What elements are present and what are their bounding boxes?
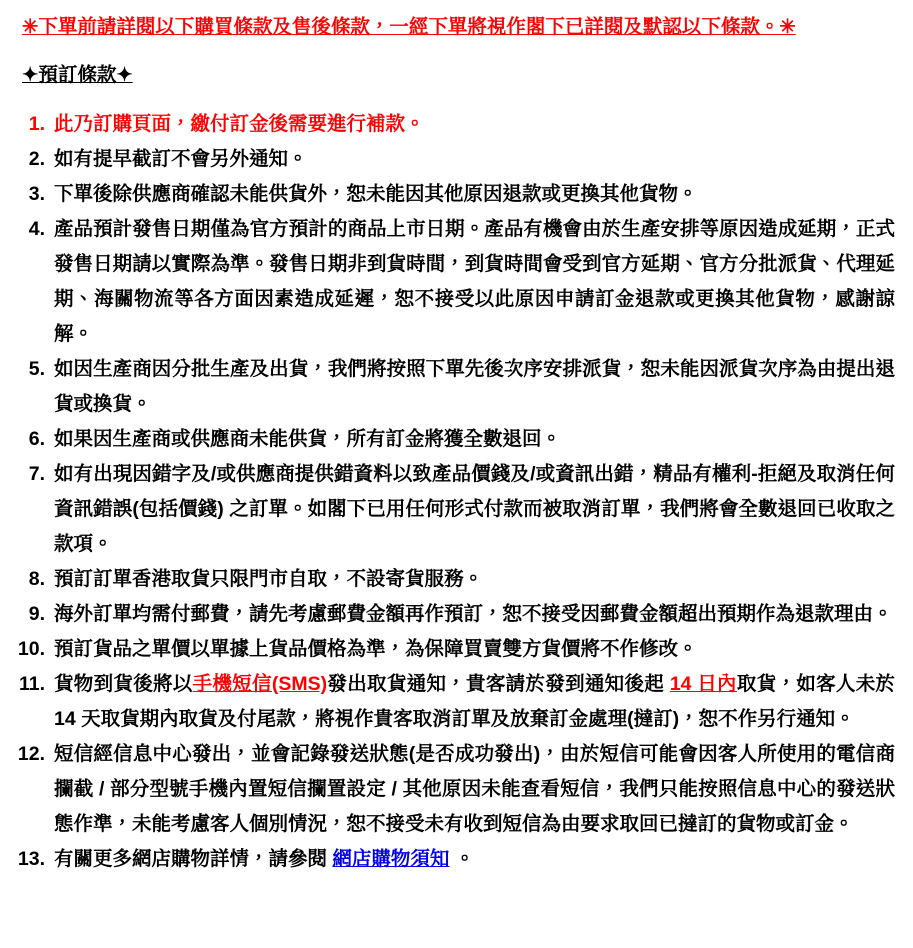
term-text-segment: 取貨，如客人未於 14 天取貨期內取貨及付尾款，將視作貴客取消訂單及放棄訂金處理(撻訂)，恕不作另行通知。	[54, 673, 895, 730]
term-text	[54, 422, 895, 457]
term-number: 6.	[28, 428, 45, 450]
term-text-segment: 貨物到貨後將以	[54, 673, 193, 695]
term-number: 13.	[17, 848, 45, 870]
term-number: 4.	[28, 218, 45, 240]
term-number: 2.	[28, 148, 45, 170]
term-text	[54, 457, 895, 562]
term-text-segment: 如有出現因錯字及/或供應商提供錯資料以致產品價錢及/或資訊出錯，精品有權利-拒絕及取消任何資訊錯誤(包括價錢) 之訂單。如閣下已用任何形式付款而被取消訂單，我們將會全數退回已收取之款項。	[54, 463, 895, 555]
term-number: 9.	[28, 603, 45, 625]
term-item	[8, 352, 895, 422]
term-item	[8, 632, 895, 667]
term-text-segment: 發出取貨通知，貴客請於發到通知後起	[327, 673, 670, 695]
term-text-segment: 。	[449, 848, 475, 870]
shop-guide-link[interactable]: 網店購物須知	[332, 848, 450, 870]
terms-list	[8, 107, 895, 877]
term-text	[54, 597, 895, 632]
term-item	[8, 142, 895, 177]
highlighted-red-underline-text: 手機短信(SMS)	[192, 673, 328, 695]
term-number: 5.	[28, 358, 45, 380]
term-item	[8, 562, 895, 597]
term-text	[54, 352, 895, 422]
term-item	[8, 212, 895, 352]
term-text	[54, 667, 895, 737]
term-text-segment: 海外訂單均需付郵費，請先考慮郵費金額再作預訂，恕不接受因郵費金額超出預期作為退款理由。	[54, 603, 893, 625]
highlighted-red-underline-text: 14 日內	[669, 673, 737, 695]
term-item	[8, 177, 895, 212]
term-text-segment: 產品預計發售日期僅為官方預計的商品上市日期。產品有機會由於生產安排等原因造成延期，正式發售日期請以實際為準。發售日期非到貨時間，到貨時間會受到官方延期、官方分批派貨、代理延期、海關物流等各方面因素造成延遲，恕不接受以此原因申請訂金退款或更換其他貨物，感謝諒解。	[54, 218, 895, 345]
term-item	[8, 842, 895, 877]
term-item	[8, 667, 895, 737]
term-text-segment: 預訂貨品之單價以單據上貨品價格為準，為保障買賣雙方貨價將不作修改。	[54, 638, 698, 660]
term-text	[54, 737, 895, 842]
term-text-segment: 預訂訂單香港取貨只限門市自取，不設寄貨服務。	[54, 568, 484, 590]
pre-order-warning-banner: ✳下單前請詳閱以下購買條款及售後條款，一經下單將視作閣下已詳閱及默認以下條款。✳	[22, 16, 796, 38]
section-title-preorder-terms	[8, 58, 895, 93]
term-text-segment: 如因生產商因分批生產及出貨，我們將按照下單先後次序安排派貨，恕未能因派貨次序為由提出退貨或換貨。	[54, 358, 895, 415]
term-item	[8, 737, 895, 842]
term-text	[54, 107, 895, 142]
term-text	[54, 562, 895, 597]
term-number: 12.	[17, 743, 45, 765]
highlighted-red-text: 此乃訂購頁面，繳付訂金後需要進行補款。	[54, 113, 425, 135]
term-number: 11.	[18, 673, 45, 695]
term-number: 8.	[28, 568, 45, 590]
term-text	[54, 177, 895, 212]
term-text	[54, 842, 895, 877]
term-item	[8, 422, 895, 457]
term-text-segment: 如果因生產商或供應商未能供貨，所有訂金將獲全數退回。	[54, 428, 562, 450]
term-number: 10.	[17, 638, 45, 660]
term-item	[8, 107, 895, 142]
term-number: 7.	[28, 463, 45, 485]
term-item	[8, 457, 895, 562]
term-number: 3.	[28, 183, 45, 205]
section-title-text: ✦預訂條款✦	[22, 64, 133, 86]
term-item	[8, 597, 895, 632]
term-text-segment: 短信經信息中心發出，並會記錄發送狀態(是否成功發出)，由於短信可能會因客人所使用的電信商攔截 / 部分型號手機內置短信攔置設定 / 其他原因未能查看短信，我們只能按照信息中心的發送狀態作準，未能考慮客人個別情況，恕不接受未有收到短信為由要求取回已撻訂的貨物或訂金。	[54, 743, 895, 835]
term-text	[54, 212, 895, 352]
term-number: 1.	[28, 113, 45, 135]
term-text	[54, 142, 895, 177]
term-text	[54, 632, 895, 667]
term-text-segment: 下單後除供應商確認未能供貨外，恕未能因其他原因退款或更換其他貨物。	[54, 183, 698, 205]
term-text-segment: 有關更多網店購物詳情，請參閱	[54, 848, 333, 870]
term-text-segment: 如有提早截訂不會另外通知。	[54, 148, 308, 170]
